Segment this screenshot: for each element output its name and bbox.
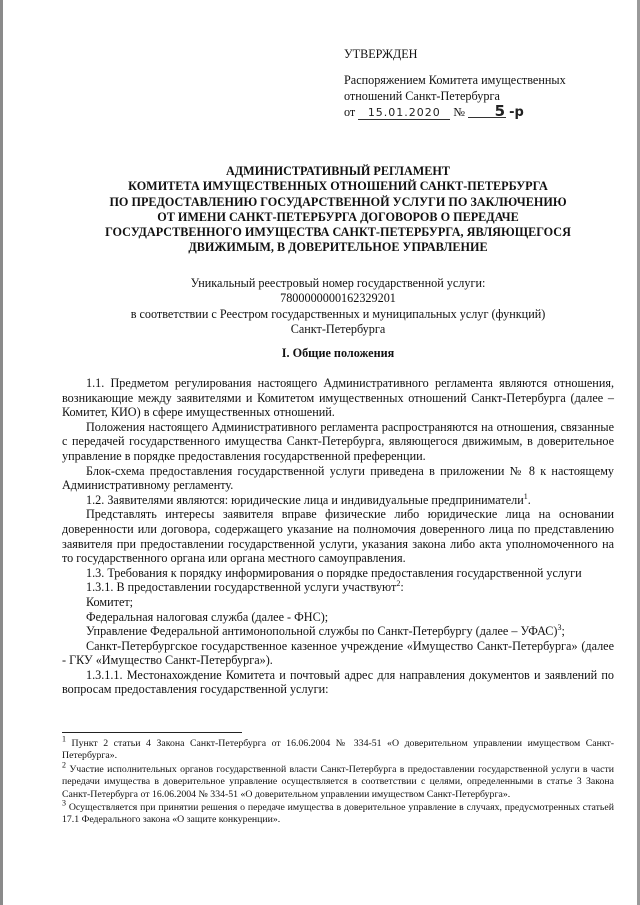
- approval-date-line: [344, 104, 614, 120]
- body-text: [62, 376, 614, 697]
- date-prefix: от: [344, 105, 356, 119]
- footnote-ref: 2: [396, 579, 401, 589]
- footnote: [62, 734, 614, 763]
- handwritten-date: 15.01.2020: [358, 107, 450, 120]
- paragraph: Положения настоящего Административного регламента распространяются на отношения, связанные с передачей государственного имущества Санкт-Петербурга, являющегося движимым, в доверительное управление в порядке предоставления государственной преференции.: [62, 419, 614, 463]
- document-title: [62, 164, 614, 256]
- title-line: ОТ ИМЕНИ САНКТ-ПЕТЕРБУРГА ДОГОВОРОВ О ПЕРЕДАЧЕ: [157, 209, 519, 224]
- footnote-mark: 1: [62, 734, 66, 744]
- registry-reference: в соответствии с Реестром государственных и муниципальных услуг (функций): [130, 306, 546, 321]
- paragraph-text: 1.3.1. В предоставлении государственной услуги участвуют: [86, 580, 397, 595]
- paragraph: Комитет;: [86, 594, 134, 609]
- approval-block: [344, 46, 614, 120]
- title-line: ПО ПРЕДОСТАВЛЕНИЮ ГОСУДАРСТВЕННОЙ УСЛУГИ ПО ЗАКЛЮЧЕНИЮ: [109, 194, 567, 209]
- registry-reference-city: Санкт-Петербурга: [290, 321, 386, 336]
- registry-block: [62, 276, 614, 337]
- paragraph-text: 1.2. Заявителями являются: юридические лица и индивидуальные предприниматели: [86, 492, 524, 507]
- footnote-mark: 2: [62, 760, 66, 770]
- handwritten-number-suffix: -р: [509, 105, 524, 120]
- approval-heading: УТВЕРЖДЕН: [344, 47, 418, 61]
- approval-line-1: Распоряжением Комитета имущественных: [344, 73, 566, 87]
- paragraph: [62, 493, 614, 508]
- paragraph-text: Управление Федеральной антимонопольной службы по Санкт-Петербургу (далее – УФАС): [86, 624, 558, 639]
- footnote-text: Пункт 2 статьи 4 Закона Санкт-Петербурга от 16.06.2004 № 334-51 «О доверительном управлении имуществом Санкт-Петербурга».: [62, 738, 614, 762]
- title-line: КОМИТЕТА ИМУЩЕСТВЕННЫХ ОТНОШЕНИЙ САНКТ-ПЕТЕРБУРГА: [128, 179, 548, 194]
- paragraph-punct: .: [527, 492, 531, 507]
- handwritten-number: 5: [468, 105, 506, 118]
- title-line: ГОСУДАРСТВЕННОГО ИМУЩЕСТВА САНКТ-ПЕТЕРБУРГА, ЯВЛЯЮЩЕГОСЯ: [105, 225, 571, 240]
- footnote-mark: 3: [62, 798, 66, 808]
- paragraph: Представлять интересы заявителя вправе физические либо юридические лица на основании доверенности или договора, содержащего указание на полномочия доверенного лица по представлению заявителя при предоставлении государственной услуги, указания закона либо акта уполномоченного на то государственного органа или органа местного самоуправления.: [62, 507, 614, 566]
- approval-line-2: отношений Санкт-Петербурга: [344, 89, 500, 103]
- footnote: [62, 760, 614, 801]
- number-sign: №: [453, 105, 465, 119]
- footnote-ref: 3: [557, 623, 562, 633]
- paragraph: 1.3.1.1. Местонахождение Комитета и почтовый адрес для направления документов и заявлений по вопросам предоставления государственной услуги:: [62, 667, 614, 697]
- paragraph: [62, 624, 614, 639]
- footnote-ref: 1: [523, 491, 528, 501]
- footnote-text: Осуществляется при принятии решения о передаче имущества в доверительное управление в случаях, предусмотренных статьей 17.1 Федерального закона «О защите конкуренции».: [62, 802, 614, 826]
- footnote-text: Участие исполнительных органов государственной власти Санкт-Петербурга в предоставлении государственной услуги в части передачи имущества в доверительное управление осуществляется в соответствии с целями, определенными в статье 3 Закона Санкт-Петербурга от 16.06.2004 № 334-51 «О доверительном управлении имуществом Санкт-Петербурга».: [62, 763, 614, 800]
- paragraph: Федеральная налоговая служба (далее - ФНС);: [86, 609, 329, 624]
- registry-number: 7800000000162329201: [280, 291, 396, 306]
- paragraph-punct: ;: [561, 624, 565, 639]
- paragraph: Санкт-Петербургское государственное казенное учреждение «Имущество Санкт-Петербурга» (далее - ГКУ «Имущество Санкт-Петербурга»).: [62, 638, 614, 668]
- paragraph-punct: :: [400, 580, 404, 595]
- registry-label: Уникальный реестровый номер государственной услуги:: [190, 276, 486, 290]
- paragraph: 1.3. Требования к порядку информирования о порядке предоставления государственной услуги: [86, 565, 582, 580]
- section-heading: I. Общие положения: [281, 346, 395, 360]
- footnotes: [62, 734, 614, 828]
- title-line: ДВИЖИМЫМ, В ДОВЕРИТЕЛЬНОЕ УПРАВЛЕНИЕ: [188, 240, 488, 255]
- scan-edge-left: [0, 0, 3, 905]
- paragraph: Блок-схема предоставления государственной услуги приведена в приложении № 8 к настоящему Административному регламенту.: [62, 463, 614, 493]
- paragraph: 1.1. Предметом регулирования настоящего Административного регламента являются отношения, возникающие между заявителями и Комитетом имущественных отношений Санкт-Петербурга (далее – Комитет, КИО) в сфере имущественных отношений.: [62, 376, 614, 420]
- footnote: [62, 798, 614, 827]
- title-line: АДМИНИСТРАТИВНЫЙ РЕГЛАМЕНТ: [226, 164, 450, 178]
- paragraph: [62, 580, 614, 595]
- footnote-divider: [62, 732, 242, 733]
